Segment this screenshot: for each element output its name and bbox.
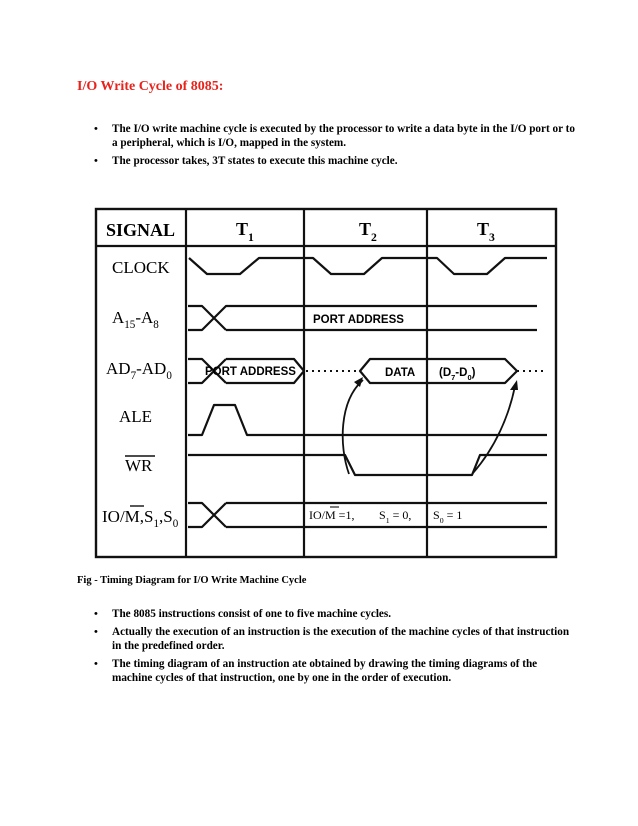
bullet-text: Actually the execution of an instruction is the execution of the machine cycles of that instruction in the predefined order.: [112, 626, 570, 652]
list-item: [77, 657, 577, 685]
list-item: [77, 122, 577, 150]
bullet-icon: •: [94, 626, 98, 638]
data-range-label: $(D_7-D_0)$: [439, 367, 476, 382]
s1-value-label: $S_1 = 0$,: [379, 508, 412, 525]
bullet-icon: •: [94, 608, 98, 620]
iom-value-label: IO/M =1,: [309, 508, 355, 522]
port-address-low-label: PORT ADDRESS: [205, 366, 296, 378]
bullet-text: The processor takes, 3T states to execute this machine cycle.: [112, 155, 398, 167]
wr-waveform: [188, 455, 547, 475]
signal-ale: ALE: [119, 407, 153, 426]
t1-label: $T_1$: [236, 219, 254, 244]
signal-clock: CLOCK: [112, 258, 170, 277]
bullet-icon: •: [94, 123, 98, 135]
bullet-icon: •: [94, 155, 98, 167]
list-item: [77, 154, 577, 168]
bullet-text: The I/O write machine cycle is executed by the processor to write a data byte in the I/O port or to a peripheral, which is I/O, mapped in the system.: [112, 123, 575, 149]
timing-diagram: [77, 196, 562, 565]
bullet-text: The timing diagram of an instruction ate obtained by drawing the timing diagrams of the machine cycles of that instruction, one by one in the order of execution.: [112, 658, 538, 684]
data-label: DATA: [385, 367, 416, 379]
figure-caption: Fig - Timing Diagram for I/O Write Machine Cycle: [77, 575, 307, 586]
t3-label: $T_3$: [477, 219, 495, 244]
ale-waveform: [188, 405, 547, 435]
s0-value-label: $S_0 = 1$: [433, 508, 463, 525]
data-hold-arrow: [473, 386, 515, 473]
header-signal: SIGNAL: [106, 220, 176, 240]
page-title: I/O Write Cycle of 8085:: [77, 79, 224, 94]
t2-label: $T_2$: [359, 219, 377, 244]
intro-bullet-list: [77, 122, 577, 172]
signal-ad7-ad0: $AD_7-AD_0$: [106, 359, 172, 382]
notes-bullet-list: [77, 607, 577, 689]
clock-waveform: [189, 258, 547, 274]
list-item: [77, 607, 577, 621]
bullet-text: The 8085 instructions consist of one to five machine cycles.: [112, 608, 392, 620]
status-bus: [188, 503, 547, 527]
bullet-icon: •: [94, 658, 98, 670]
signal-wr: WR: [125, 456, 153, 475]
signal-io-m-s1-s0: $IO/M,S_1,S_0$: [102, 507, 179, 530]
signal-a15-a8: $A_{15}-A_8$: [112, 308, 159, 331]
port-address-high-label: PORT ADDRESS: [313, 314, 404, 326]
wr-to-data-arrow: [343, 380, 363, 474]
arrowhead-icon: [510, 380, 518, 390]
list-item: [77, 625, 577, 653]
